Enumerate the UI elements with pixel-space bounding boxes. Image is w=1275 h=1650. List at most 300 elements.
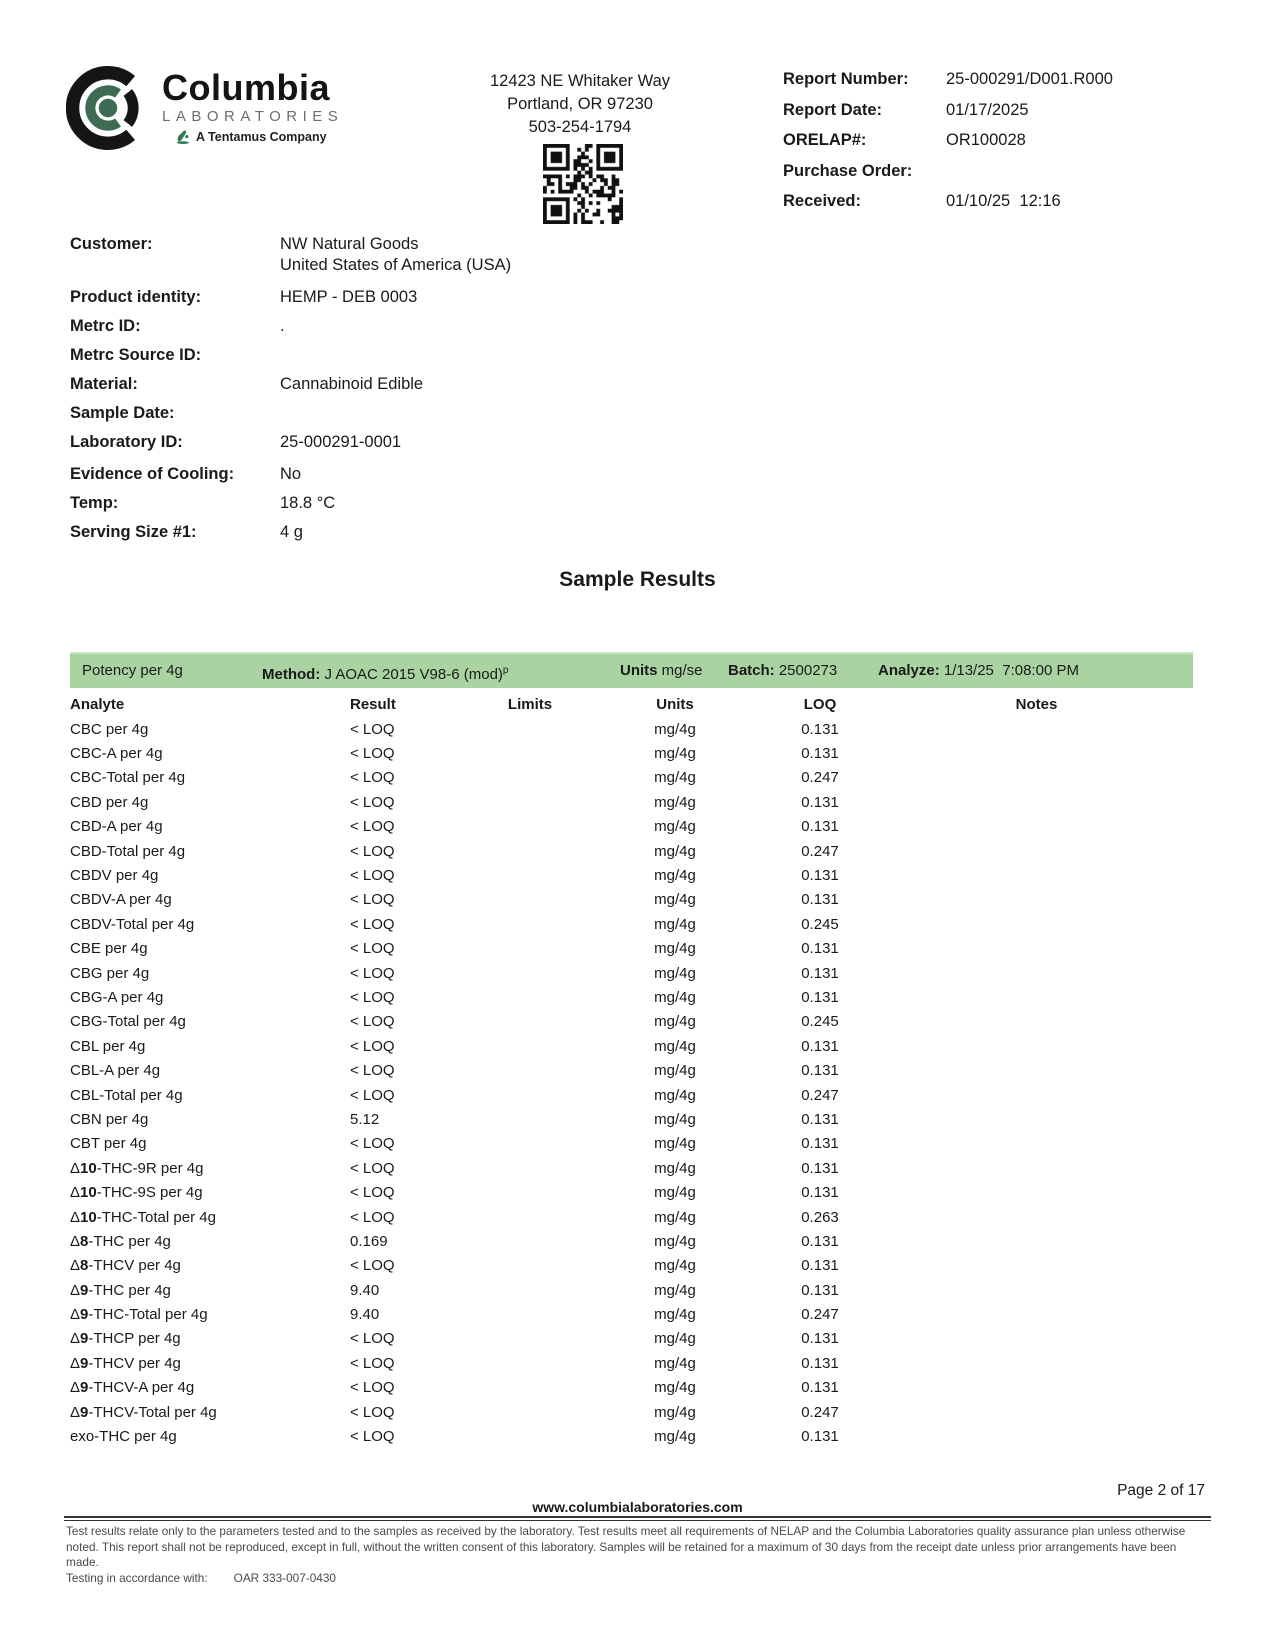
- info-value: 18.8 °C: [280, 494, 336, 512]
- cell-notes: [880, 961, 1193, 985]
- cell-notes: [880, 1034, 1193, 1058]
- cell-units: mg/4g: [654, 1086, 696, 1104]
- cell-limits: [470, 1107, 590, 1131]
- cell-analyte: CBL-Total per 4g: [70, 1086, 183, 1104]
- cell-notes: [880, 888, 1193, 912]
- report-info-row: [783, 101, 1208, 132]
- page-number: Page 2 of 17: [1117, 1482, 1205, 1499]
- cell-limits: [470, 1327, 590, 1351]
- info-value: HEMP - DEB 0003: [280, 288, 418, 306]
- cell-result: < LOQ: [350, 867, 395, 885]
- cell-units: mg/4g: [654, 1135, 696, 1153]
- cell-loq: 0.131: [801, 940, 839, 958]
- logo-tagline-text: A Tentamus Company: [196, 130, 327, 144]
- cell-limits: [470, 1132, 590, 1156]
- info-value: No: [280, 465, 302, 483]
- cell-units: mg/4g: [654, 1306, 696, 1324]
- cell-result: < LOQ: [350, 769, 395, 787]
- analyze-value: 1/13/25 7:08:00 PM: [939, 662, 1079, 679]
- cell-loq: 0.247: [801, 769, 839, 787]
- cell-notes: [880, 1254, 1193, 1278]
- cell-analyte: exo-THC per 4g: [70, 1428, 177, 1446]
- cell-result: < LOQ: [350, 1135, 395, 1153]
- address-phone: 503-254-1794: [528, 118, 632, 136]
- report-info-row: [783, 162, 1208, 193]
- address-line2: Portland, OR 97230: [507, 95, 653, 113]
- table-row: [70, 1010, 1193, 1034]
- table-row: [70, 741, 1193, 765]
- cell-loq: 0.247: [801, 1403, 839, 1421]
- sample-info-row: [70, 522, 710, 543]
- info-label: Received:: [783, 192, 861, 210]
- table-row: [70, 1376, 1193, 1400]
- cell-units: mg/4g: [654, 1281, 696, 1299]
- cell-loq: 0.131: [801, 1232, 839, 1250]
- cell-units: mg/4g: [654, 1428, 696, 1446]
- table-row: [70, 1058, 1193, 1082]
- report-info-row: [783, 192, 1208, 223]
- cell-result: < LOQ: [350, 1037, 395, 1055]
- cell-limits: [470, 741, 590, 765]
- cell-analyte: Δ8-THCV per 4g: [70, 1257, 181, 1275]
- accordance-label: Testing in accordance with:: [66, 1570, 208, 1585]
- cell-loq: 0.131: [801, 1257, 839, 1275]
- cell-analyte: Δ9-THCP per 4g: [70, 1330, 181, 1348]
- table-row: [70, 1180, 1193, 1204]
- cell-notes: [880, 1083, 1193, 1107]
- cell-analyte: CBDV per 4g: [70, 867, 159, 885]
- info-label: Metrc ID:: [70, 317, 141, 335]
- columbia-logo: [66, 64, 343, 152]
- cell-loq: 0.131: [801, 1281, 839, 1299]
- cell-loq: 0.131: [801, 1330, 839, 1348]
- columbia-logo-icon: [66, 64, 150, 152]
- analyze-label: Analyze:: [878, 662, 940, 679]
- cell-result: < LOQ: [350, 1428, 395, 1446]
- potency-analyze: [878, 654, 1079, 688]
- cell-loq: 0.247: [801, 842, 839, 860]
- cell-analyte: CBDV-A per 4g: [70, 891, 172, 909]
- website-url: www.columbialaboratories.com: [532, 1499, 743, 1515]
- table-row: [70, 839, 1193, 863]
- units-value: mg/se: [657, 662, 703, 679]
- info-label: Laboratory ID:: [70, 433, 183, 451]
- table-row: [70, 1205, 1193, 1229]
- cell-units: mg/4g: [654, 818, 696, 836]
- cell-units: mg/4g: [654, 842, 696, 860]
- cell-analyte: Δ9-THCV-Total per 4g: [70, 1403, 217, 1421]
- col-header-notes: Notes: [1015, 695, 1058, 713]
- cell-limits: [470, 1034, 590, 1058]
- info-value: 4 g: [280, 523, 303, 541]
- info-value: 01/17/2025: [946, 100, 1029, 119]
- info-label: Sample Date:: [70, 404, 175, 422]
- table-row: [70, 717, 1193, 741]
- cell-analyte: Δ8-THC per 4g: [70, 1232, 171, 1250]
- cell-units: mg/4g: [654, 1208, 696, 1226]
- cell-result: < LOQ: [350, 745, 395, 763]
- cell-notes: [880, 1010, 1193, 1034]
- cell-limits: [470, 1424, 590, 1448]
- cell-analyte: Δ9-THCV-A per 4g: [70, 1379, 195, 1397]
- cell-result: < LOQ: [350, 1208, 395, 1226]
- cell-limits: [470, 1351, 590, 1375]
- cell-units: mg/4g: [654, 1159, 696, 1177]
- cell-loq: 0.131: [801, 818, 839, 836]
- cell-loq: 0.131: [801, 964, 839, 982]
- cell-loq: 0.245: [801, 915, 839, 933]
- cell-analyte: CBC per 4g: [70, 720, 149, 738]
- disclaimer-text: Test results relate only to the parameters tested and to the samples as received by the laboratory. Test results meet all requirements of NELAP and the Columbia Laboratories quality assurance plan unless otherwise noted. This report shall not be reproduced, except in full, without the written consent of this laboratory. Samples will be retained for a maximum of 30 days from the receipt date unless prior arrangements have been made.: [66, 1524, 1186, 1570]
- cell-result: < LOQ: [350, 1403, 395, 1421]
- cell-units: mg/4g: [654, 745, 696, 763]
- cell-notes: [880, 1327, 1193, 1351]
- cell-limits: [470, 888, 590, 912]
- cell-limits: [470, 766, 590, 790]
- sample-info-row: [70, 464, 710, 485]
- cell-analyte: CBT per 4g: [70, 1135, 147, 1153]
- cell-loq: 0.131: [801, 988, 839, 1006]
- cell-loq: 0.131: [801, 1062, 839, 1080]
- cell-analyte: Δ10-THC-9S per 4g: [70, 1184, 203, 1202]
- info-value: 25-000291-0001: [280, 433, 402, 451]
- cell-loq: 0.131: [801, 891, 839, 909]
- cell-limits: [470, 1278, 590, 1302]
- cell-loq: 0.247: [801, 1086, 839, 1104]
- sample-info-row: [70, 374, 710, 395]
- method-footnote: p: [502, 665, 509, 676]
- table-row: [70, 1424, 1193, 1448]
- cell-units: mg/4g: [654, 940, 696, 958]
- cell-result: 9.40: [350, 1306, 380, 1324]
- cell-units: mg/4g: [654, 988, 696, 1006]
- qr-code: [543, 144, 623, 224]
- cell-result: < LOQ: [350, 891, 395, 909]
- cell-limits: [470, 1205, 590, 1229]
- cell-units: mg/4g: [654, 720, 696, 738]
- cell-analyte: CBD per 4g: [70, 793, 149, 811]
- cell-limits: [470, 1156, 590, 1180]
- cell-analyte: Δ9-THC per 4g: [70, 1281, 171, 1299]
- col-header-units: Units: [656, 695, 694, 713]
- col-header-limits: Limits: [507, 695, 553, 713]
- cell-loq: 0.131: [801, 1428, 839, 1446]
- cell-result: < LOQ: [350, 818, 395, 836]
- cell-units: mg/4g: [654, 1232, 696, 1250]
- cell-notes: [880, 717, 1193, 741]
- cell-result: 9.40: [350, 1281, 380, 1299]
- cell-limits: [470, 985, 590, 1009]
- cell-analyte: Δ10-THC-9R per 4g: [70, 1159, 204, 1177]
- cell-loq: 0.131: [801, 745, 839, 763]
- cell-units: mg/4g: [654, 1062, 696, 1080]
- cell-units: mg/4g: [654, 964, 696, 982]
- cell-units: mg/4g: [654, 1184, 696, 1202]
- potency-method: [262, 654, 508, 692]
- cell-analyte: CBG per 4g: [70, 964, 150, 982]
- method-value: J AOAC 2015 V98-6 (mod): [320, 666, 503, 683]
- cell-units: mg/4g: [654, 793, 696, 811]
- cell-limits: [470, 1229, 590, 1253]
- info-label: Serving Size #1:: [70, 523, 197, 541]
- cell-loq: 0.131: [801, 1037, 839, 1055]
- cell-limits: [470, 1254, 590, 1278]
- table-row: [70, 1156, 1193, 1180]
- section-title: Sample Results: [559, 568, 716, 591]
- cell-analyte: CBG-Total per 4g: [70, 1013, 186, 1031]
- table-row: [70, 888, 1193, 912]
- info-label: Purchase Order:: [783, 161, 913, 180]
- cell-analyte: CBDV-Total per 4g: [70, 915, 195, 933]
- cell-notes: [880, 1351, 1193, 1375]
- cell-notes: [880, 741, 1193, 765]
- cell-result: 0.169: [350, 1232, 388, 1250]
- table-row: [70, 1302, 1193, 1326]
- batch-label: Batch:: [728, 662, 775, 679]
- info-value: OR100028: [946, 131, 1026, 149]
- cell-loq: 0.247: [801, 1306, 839, 1324]
- cell-analyte: CBC-A per 4g: [70, 745, 163, 763]
- cell-units: mg/4g: [654, 1037, 696, 1055]
- table-header-row: [70, 691, 1193, 717]
- cell-loq: 0.131: [801, 1135, 839, 1153]
- cell-notes: [880, 1229, 1193, 1253]
- logo-text: [162, 64, 343, 144]
- info-label: Material:: [70, 375, 138, 393]
- cell-loq: 0.131: [801, 1354, 839, 1372]
- cell-limits: [470, 1376, 590, 1400]
- cell-analyte: CBC-Total per 4g: [70, 769, 186, 787]
- potency-header-bar: [70, 652, 1193, 688]
- cell-result: < LOQ: [350, 1013, 395, 1031]
- logo-subtitle: LABORATORIES: [162, 108, 344, 125]
- cell-notes: [880, 1205, 1193, 1229]
- cell-analyte: CBN per 4g: [70, 1110, 149, 1128]
- cell-limits: [470, 1180, 590, 1204]
- potency-title: Potency per 4g: [82, 662, 183, 679]
- table-row: [70, 912, 1193, 936]
- cell-analyte: Δ9-THC-Total per 4g: [70, 1306, 208, 1324]
- cell-notes: [880, 1180, 1193, 1204]
- results-body: [70, 717, 1193, 1449]
- batch-value: 2500273: [774, 662, 838, 679]
- cell-analyte: CBE per 4g: [70, 940, 148, 958]
- cell-units: mg/4g: [654, 891, 696, 909]
- logo-brand: Columbia: [162, 67, 331, 108]
- cell-notes: [880, 1302, 1193, 1326]
- sample-info-row: [70, 316, 710, 337]
- cell-analyte: CBL per 4g: [70, 1037, 146, 1055]
- address-line1: 12423 NE Whitaker Way: [489, 72, 671, 90]
- cell-limits: [470, 790, 590, 814]
- cell-notes: [880, 1400, 1193, 1424]
- cell-loq: 0.131: [801, 1159, 839, 1177]
- cell-loq: 0.245: [801, 1013, 839, 1031]
- cell-limits: [470, 717, 590, 741]
- cell-result: < LOQ: [350, 1354, 395, 1372]
- cell-units: mg/4g: [654, 1110, 696, 1128]
- cell-units: mg/4g: [654, 1354, 696, 1372]
- cell-notes: [880, 985, 1193, 1009]
- info-label: ORELAP#:: [783, 131, 867, 149]
- cell-loq: 0.131: [801, 1110, 839, 1128]
- sample-info-row: [70, 432, 710, 453]
- info-label: Report Number:: [783, 70, 909, 88]
- col-header-loq: LOQ: [803, 695, 837, 713]
- cell-result: < LOQ: [350, 1184, 395, 1202]
- cell-analyte: CBL-A per 4g: [70, 1062, 161, 1080]
- cell-notes: [880, 912, 1193, 936]
- cell-limits: [470, 1010, 590, 1034]
- cell-units: mg/4g: [654, 769, 696, 787]
- col-header-result: Result: [350, 695, 396, 713]
- logo-tagline: [176, 130, 343, 144]
- cell-result: < LOQ: [350, 1257, 395, 1275]
- sample-info: [70, 234, 710, 551]
- info-value: 25-000291/D001.R000: [946, 70, 1113, 88]
- cell-analyte: CBG-A per 4g: [70, 988, 164, 1006]
- cell-limits: [470, 863, 590, 887]
- info-label: Customer:: [70, 235, 153, 253]
- table-row: [70, 1351, 1193, 1375]
- table-row: [70, 1107, 1193, 1131]
- accordance-line: [66, 1571, 1208, 1587]
- cell-limits: [470, 961, 590, 985]
- cell-units: mg/4g: [654, 867, 696, 885]
- table-row: [70, 1132, 1193, 1156]
- sample-info-row: [70, 493, 710, 514]
- accordance-value: OAR 333-007-0430: [233, 1570, 336, 1585]
- footer-disclaimer: [66, 1524, 1208, 1586]
- cell-loq: 0.131: [801, 720, 839, 738]
- table-row: [70, 1400, 1193, 1424]
- cell-notes: [880, 1278, 1193, 1302]
- cell-result: 5.12: [350, 1110, 380, 1128]
- sample-info-row: [70, 234, 710, 276]
- sample-info-row: [70, 287, 710, 308]
- table-row: [70, 790, 1193, 814]
- cell-units: mg/4g: [654, 1013, 696, 1031]
- tentamus-microscope-icon: [176, 130, 191, 144]
- table-row: [70, 961, 1193, 985]
- footer-divider: [64, 1516, 1211, 1521]
- report-info-row: [783, 131, 1208, 162]
- cell-notes: [880, 766, 1193, 790]
- results-table: [70, 691, 1193, 1449]
- cell-notes: [880, 1058, 1193, 1082]
- cell-notes: [880, 839, 1193, 863]
- potency-batch: [728, 654, 837, 688]
- cell-limits: [470, 937, 590, 961]
- table-row: [70, 1327, 1193, 1351]
- cell-result: < LOQ: [350, 842, 395, 860]
- cell-units: mg/4g: [654, 915, 696, 933]
- cell-notes: [880, 937, 1193, 961]
- table-row: [70, 1229, 1193, 1253]
- info-value: Cannabinoid Edible: [280, 375, 424, 393]
- cell-result: < LOQ: [350, 988, 395, 1006]
- cell-units: mg/4g: [654, 1403, 696, 1421]
- cell-result: < LOQ: [350, 1086, 395, 1104]
- table-row: [70, 1278, 1193, 1302]
- cell-result: < LOQ: [350, 940, 395, 958]
- cell-notes: [880, 790, 1193, 814]
- cell-analyte: CBD-Total per 4g: [70, 842, 186, 860]
- table-row: [70, 985, 1193, 1009]
- potency-units: [620, 654, 703, 688]
- table-row: [70, 1254, 1193, 1278]
- cell-loq: 0.263: [801, 1208, 839, 1226]
- cell-notes: [880, 1156, 1193, 1180]
- info-value: .: [280, 317, 285, 335]
- report-info: [783, 70, 1208, 223]
- col-header-analyte: Analyte: [70, 695, 125, 713]
- cell-result: < LOQ: [350, 720, 395, 738]
- table-row: [70, 1034, 1193, 1058]
- cell-limits: [470, 1400, 590, 1424]
- sample-info-row: [70, 345, 710, 366]
- cell-result: < LOQ: [350, 1330, 395, 1348]
- info-label: Evidence of Cooling:: [70, 465, 235, 483]
- cell-limits: [470, 912, 590, 936]
- cell-loq: 0.131: [801, 867, 839, 885]
- cell-loq: 0.131: [801, 793, 839, 811]
- table-row: [70, 937, 1193, 961]
- cell-notes: [880, 815, 1193, 839]
- cell-loq: 0.131: [801, 1184, 839, 1202]
- cell-limits: [470, 815, 590, 839]
- units-label: Units: [620, 662, 658, 679]
- info-label: Report Date:: [783, 100, 883, 119]
- table-row: [70, 766, 1193, 790]
- info-value: 01/10/25 12:16: [946, 192, 1061, 210]
- lab-address: [420, 70, 740, 139]
- info-label: Temp:: [70, 494, 119, 512]
- cell-notes: [880, 863, 1193, 887]
- cell-limits: [470, 1058, 590, 1082]
- cell-analyte: Δ9-THCV per 4g: [70, 1354, 181, 1372]
- cell-units: mg/4g: [654, 1379, 696, 1397]
- cell-notes: [880, 1107, 1193, 1131]
- method-label: Method:: [262, 666, 321, 683]
- cell-notes: [880, 1376, 1193, 1400]
- cell-analyte: CBD-A per 4g: [70, 818, 163, 836]
- table-row: [70, 863, 1193, 887]
- table-row: [70, 1083, 1193, 1107]
- info-value: NW Natural Goods United States of America (USA): [280, 235, 512, 274]
- cell-limits: [470, 839, 590, 863]
- cell-limits: [470, 1083, 590, 1107]
- cell-loq: 0.131: [801, 1379, 839, 1397]
- sample-info-row: [70, 403, 710, 424]
- cell-units: mg/4g: [654, 1330, 696, 1348]
- cell-units: mg/4g: [654, 1257, 696, 1275]
- cell-result: < LOQ: [350, 793, 395, 811]
- table-row: [70, 815, 1193, 839]
- info-label: Metrc Source ID:: [70, 346, 202, 364]
- cell-result: < LOQ: [350, 964, 395, 982]
- cell-notes: [880, 1424, 1193, 1448]
- info-label: Product identity:: [70, 288, 202, 306]
- cell-result: < LOQ: [350, 915, 395, 933]
- cell-result: < LOQ: [350, 1159, 395, 1177]
- cell-result: < LOQ: [350, 1062, 395, 1080]
- report-info-row: [783, 70, 1208, 101]
- cell-analyte: Δ10-THC-Total per 4g: [70, 1208, 216, 1226]
- cell-result: < LOQ: [350, 1379, 395, 1397]
- cell-limits: [470, 1302, 590, 1326]
- cell-notes: [880, 1132, 1193, 1156]
